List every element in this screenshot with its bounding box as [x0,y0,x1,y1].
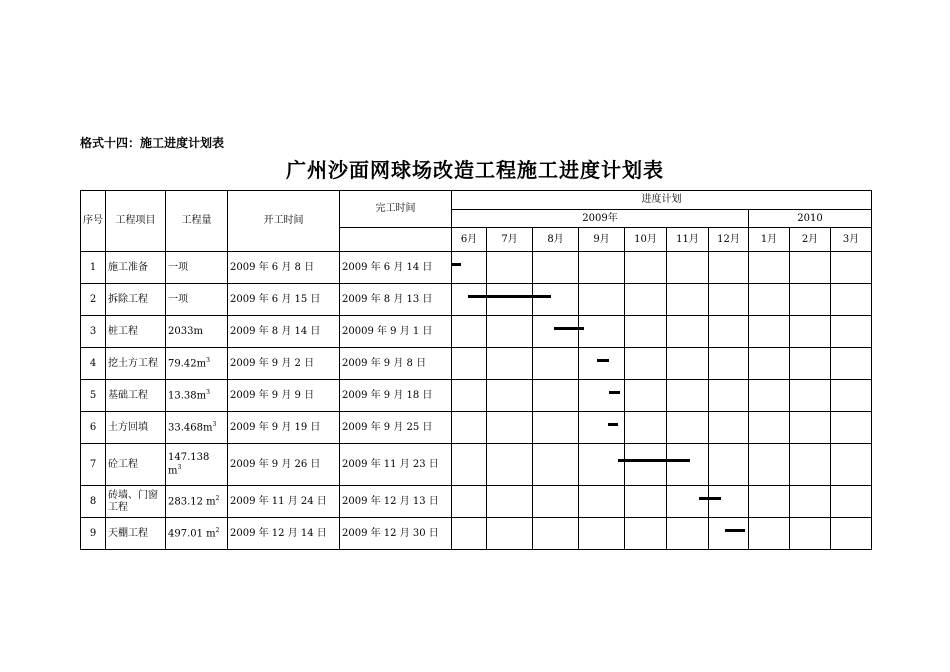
row-start-date: 2009 年 8 月 14 日 [228,316,340,348]
quantity-unit-exponent: 2 [215,526,220,534]
row-end-date: 2009 年 12 月 30 日 [340,518,452,550]
quantity-value: 2033m [168,325,203,337]
gantt-cell [579,486,625,518]
row-start-date: 2009 年 6 月 15 日 [228,284,340,316]
gantt-cell [487,252,533,284]
gantt-cell [831,252,872,284]
gantt-cell [487,486,533,518]
gantt-cell [667,284,709,316]
table-row [81,380,872,412]
gantt-cell [667,252,709,284]
quantity-value: 283.12 m [168,496,216,508]
gantt-cell [831,316,872,348]
header-end: 完工时间 [340,191,452,228]
gantt-bar [487,295,533,298]
gantt-cell [709,412,749,444]
row-item: 砼工程 [106,444,166,486]
header-quantity: 工程量 [166,191,228,252]
header-year-2010: 2010 [749,210,872,228]
header-item: 工程项目 [106,191,166,252]
gantt-cell [625,518,667,550]
row-start-date: 2009 年 11 月 24 日 [228,486,340,518]
gantt-cell [452,412,487,444]
month-header: 2月 [790,228,831,252]
gantt-cell [749,348,790,380]
row-end-date: 2009 年 11 月 23 日 [340,444,452,486]
row-start-date: 2009 年 12 月 14 日 [228,518,340,550]
month-header: 9月 [579,228,625,252]
row-item: 天棚工程 [106,518,166,550]
row-number: 1 [81,252,106,284]
gantt-cell [831,284,872,316]
row-quantity [166,252,228,284]
gantt-cell [533,518,579,550]
gantt-cell [831,380,872,412]
quantity-unit-exponent: 3 [206,356,210,364]
gantt-cell [831,486,872,518]
gantt-cell [533,380,579,412]
gantt-cell [579,284,625,316]
gantt-cell [790,252,831,284]
gantt-cell [452,486,487,518]
gantt-cell [790,486,831,518]
gantt-bar [452,263,461,266]
row-item: 砖墙、门窗工程 [106,486,166,518]
quantity-unit-exponent: 2 [215,494,220,502]
gantt-cell [831,348,872,380]
gantt-bar [533,295,551,298]
gantt-bar [597,359,609,362]
gantt-bar [625,459,667,462]
gantt-cell [831,518,872,550]
gantt-cell [709,252,749,284]
quantity-value: 13.38m [168,390,207,402]
gantt-cell [749,252,790,284]
gantt-cell [790,284,831,316]
gantt-cell [533,348,579,380]
row-item: 基础工程 [106,380,166,412]
month-header: 6月 [452,228,487,252]
gantt-cell [579,348,625,380]
gantt-cell [831,444,872,486]
gantt-cell [579,252,625,284]
gantt-cell [709,380,749,412]
month-header: 3月 [831,228,872,252]
gantt-cell [452,444,487,486]
gantt-cell [709,486,749,518]
gantt-cell [452,284,487,316]
row-quantity [166,518,228,550]
gantt-cell [533,252,579,284]
row-end-date: 2009 年 9 月 18 日 [340,380,452,412]
schedule-table [80,190,872,550]
row-end-date: 2009 年 9 月 25 日 [340,412,452,444]
gantt-cell [452,380,487,412]
row-end-date: 2009 年 12 月 13 日 [340,486,452,518]
gantt-cell [709,316,749,348]
gantt-bar [608,423,619,426]
row-quantity [166,486,228,518]
gantt-cell [749,518,790,550]
gantt-bar [667,459,690,462]
row-end-date: 20009 年 9 月 1 日 [340,316,452,348]
header-year-2009: 2009年 [452,210,749,228]
row-number: 2 [81,284,106,316]
gantt-bar [579,327,584,330]
row-quantity [166,412,228,444]
row-number: 5 [81,380,106,412]
table-row [81,486,872,518]
gantt-cell [790,412,831,444]
table-row [81,348,872,380]
row-quantity [166,284,228,316]
row-start-date: 2009 年 9 月 26 日 [228,444,340,486]
gantt-cell [625,412,667,444]
gantt-cell [667,380,709,412]
row-quantity [166,380,228,412]
gantt-bar [699,497,709,500]
gantt-cell [452,316,487,348]
quantity-value: 33.468m [168,422,213,434]
row-end-date: 2009 年 6 月 14 日 [340,252,452,284]
gantt-cell [579,518,625,550]
gantt-cell [749,412,790,444]
gantt-cell [487,518,533,550]
gantt-cell [579,316,625,348]
gantt-cell [533,316,579,348]
gantt-cell [487,412,533,444]
table-row [81,518,872,550]
row-start-date: 2009 年 9 月 9 日 [228,380,340,412]
gantt-cell [579,444,625,486]
row-start-date: 2009 年 9 月 19 日 [228,412,340,444]
gantt-cell [487,284,533,316]
gantt-cell [487,316,533,348]
row-item: 施工准备 [106,252,166,284]
quantity-unit-exponent: 3 [212,420,217,428]
month-header: 12月 [709,228,749,252]
row-number: 4 [81,348,106,380]
gantt-cell [749,316,790,348]
gantt-bar [554,327,579,330]
table-row [81,412,872,444]
gantt-cell [831,412,872,444]
gantt-cell [625,284,667,316]
gantt-cell [749,486,790,518]
gantt-cell [790,444,831,486]
gantt-bar [609,391,621,394]
row-number: 7 [81,444,106,486]
table-row [81,284,872,316]
gantt-cell [749,444,790,486]
gantt-cell [487,348,533,380]
quantity-value: 147.138 m [168,451,210,477]
gantt-cell [709,284,749,316]
gantt-cell [709,444,749,486]
quantity-unit-exponent: 3 [177,463,182,471]
row-number: 6 [81,412,106,444]
quantity-value: 一项 [168,293,188,305]
format-label: 格式十四：施工进度计划表 [80,136,225,150]
gantt-cell [749,380,790,412]
gantt-cell [667,348,709,380]
gantt-cell [749,284,790,316]
row-end-date: 2009 年 8 月 13 日 [340,284,452,316]
gantt-cell [625,486,667,518]
row-number: 3 [81,316,106,348]
gantt-cell [579,412,625,444]
page-title: 广州沙面网球场改造工程施工进度计划表 [286,158,664,182]
table-row [81,316,872,348]
gantt-cell [667,412,709,444]
row-number: 9 [81,518,106,550]
month-header: 10月 [625,228,667,252]
gantt-cell [533,412,579,444]
quantity-unit-exponent: 3 [206,388,210,396]
month-header: 7月 [487,228,533,252]
quantity-value: 一项 [168,261,188,273]
gantt-cell [625,316,667,348]
gantt-cell [625,380,667,412]
month-header: 11月 [667,228,709,252]
row-number: 8 [81,486,106,518]
month-header: 8月 [533,228,579,252]
gantt-cell [625,252,667,284]
table-row [81,252,872,284]
header-end-spacer [340,228,452,252]
row-end-date: 2009 年 9 月 8 日 [340,348,452,380]
gantt-cell [667,444,709,486]
header-seq: 序号 [81,191,106,252]
gantt-cell [790,316,831,348]
gantt-cell [667,486,709,518]
gantt-cell [709,518,749,550]
row-quantity [166,316,228,348]
gantt-cell [452,348,487,380]
gantt-bar [709,497,721,500]
gantt-cell [667,518,709,550]
gantt-cell [533,444,579,486]
gantt-cell [667,316,709,348]
gantt-cell [487,444,533,486]
header-plan: 进度计划 [452,191,872,210]
month-header: 1月 [749,228,790,252]
gantt-cell [709,348,749,380]
gantt-bar [468,295,487,298]
row-item: 桩工程 [106,316,166,348]
header-start: 开工时间 [228,191,340,252]
gantt-cell [625,444,667,486]
gantt-cell [487,380,533,412]
quantity-value: 79.42m [168,358,207,370]
gantt-cell [790,348,831,380]
gantt-cell [625,348,667,380]
gantt-cell [452,518,487,550]
gantt-cell [579,380,625,412]
row-item: 土方回填 [106,412,166,444]
gantt-cell [533,486,579,518]
row-quantity [166,348,228,380]
gantt-cell [790,380,831,412]
gantt-cell [533,284,579,316]
row-quantity [166,444,228,486]
quantity-value: 497.01 m [168,528,216,540]
row-item: 拆除工程 [106,284,166,316]
gantt-bar [725,529,745,532]
row-item: 挖土方工程 [106,348,166,380]
row-start-date: 2009 年 9 月 2 日 [228,348,340,380]
gantt-cell [452,252,487,284]
row-start-date: 2009 年 6 月 8 日 [228,252,340,284]
table-row [81,444,872,486]
gantt-cell [790,518,831,550]
